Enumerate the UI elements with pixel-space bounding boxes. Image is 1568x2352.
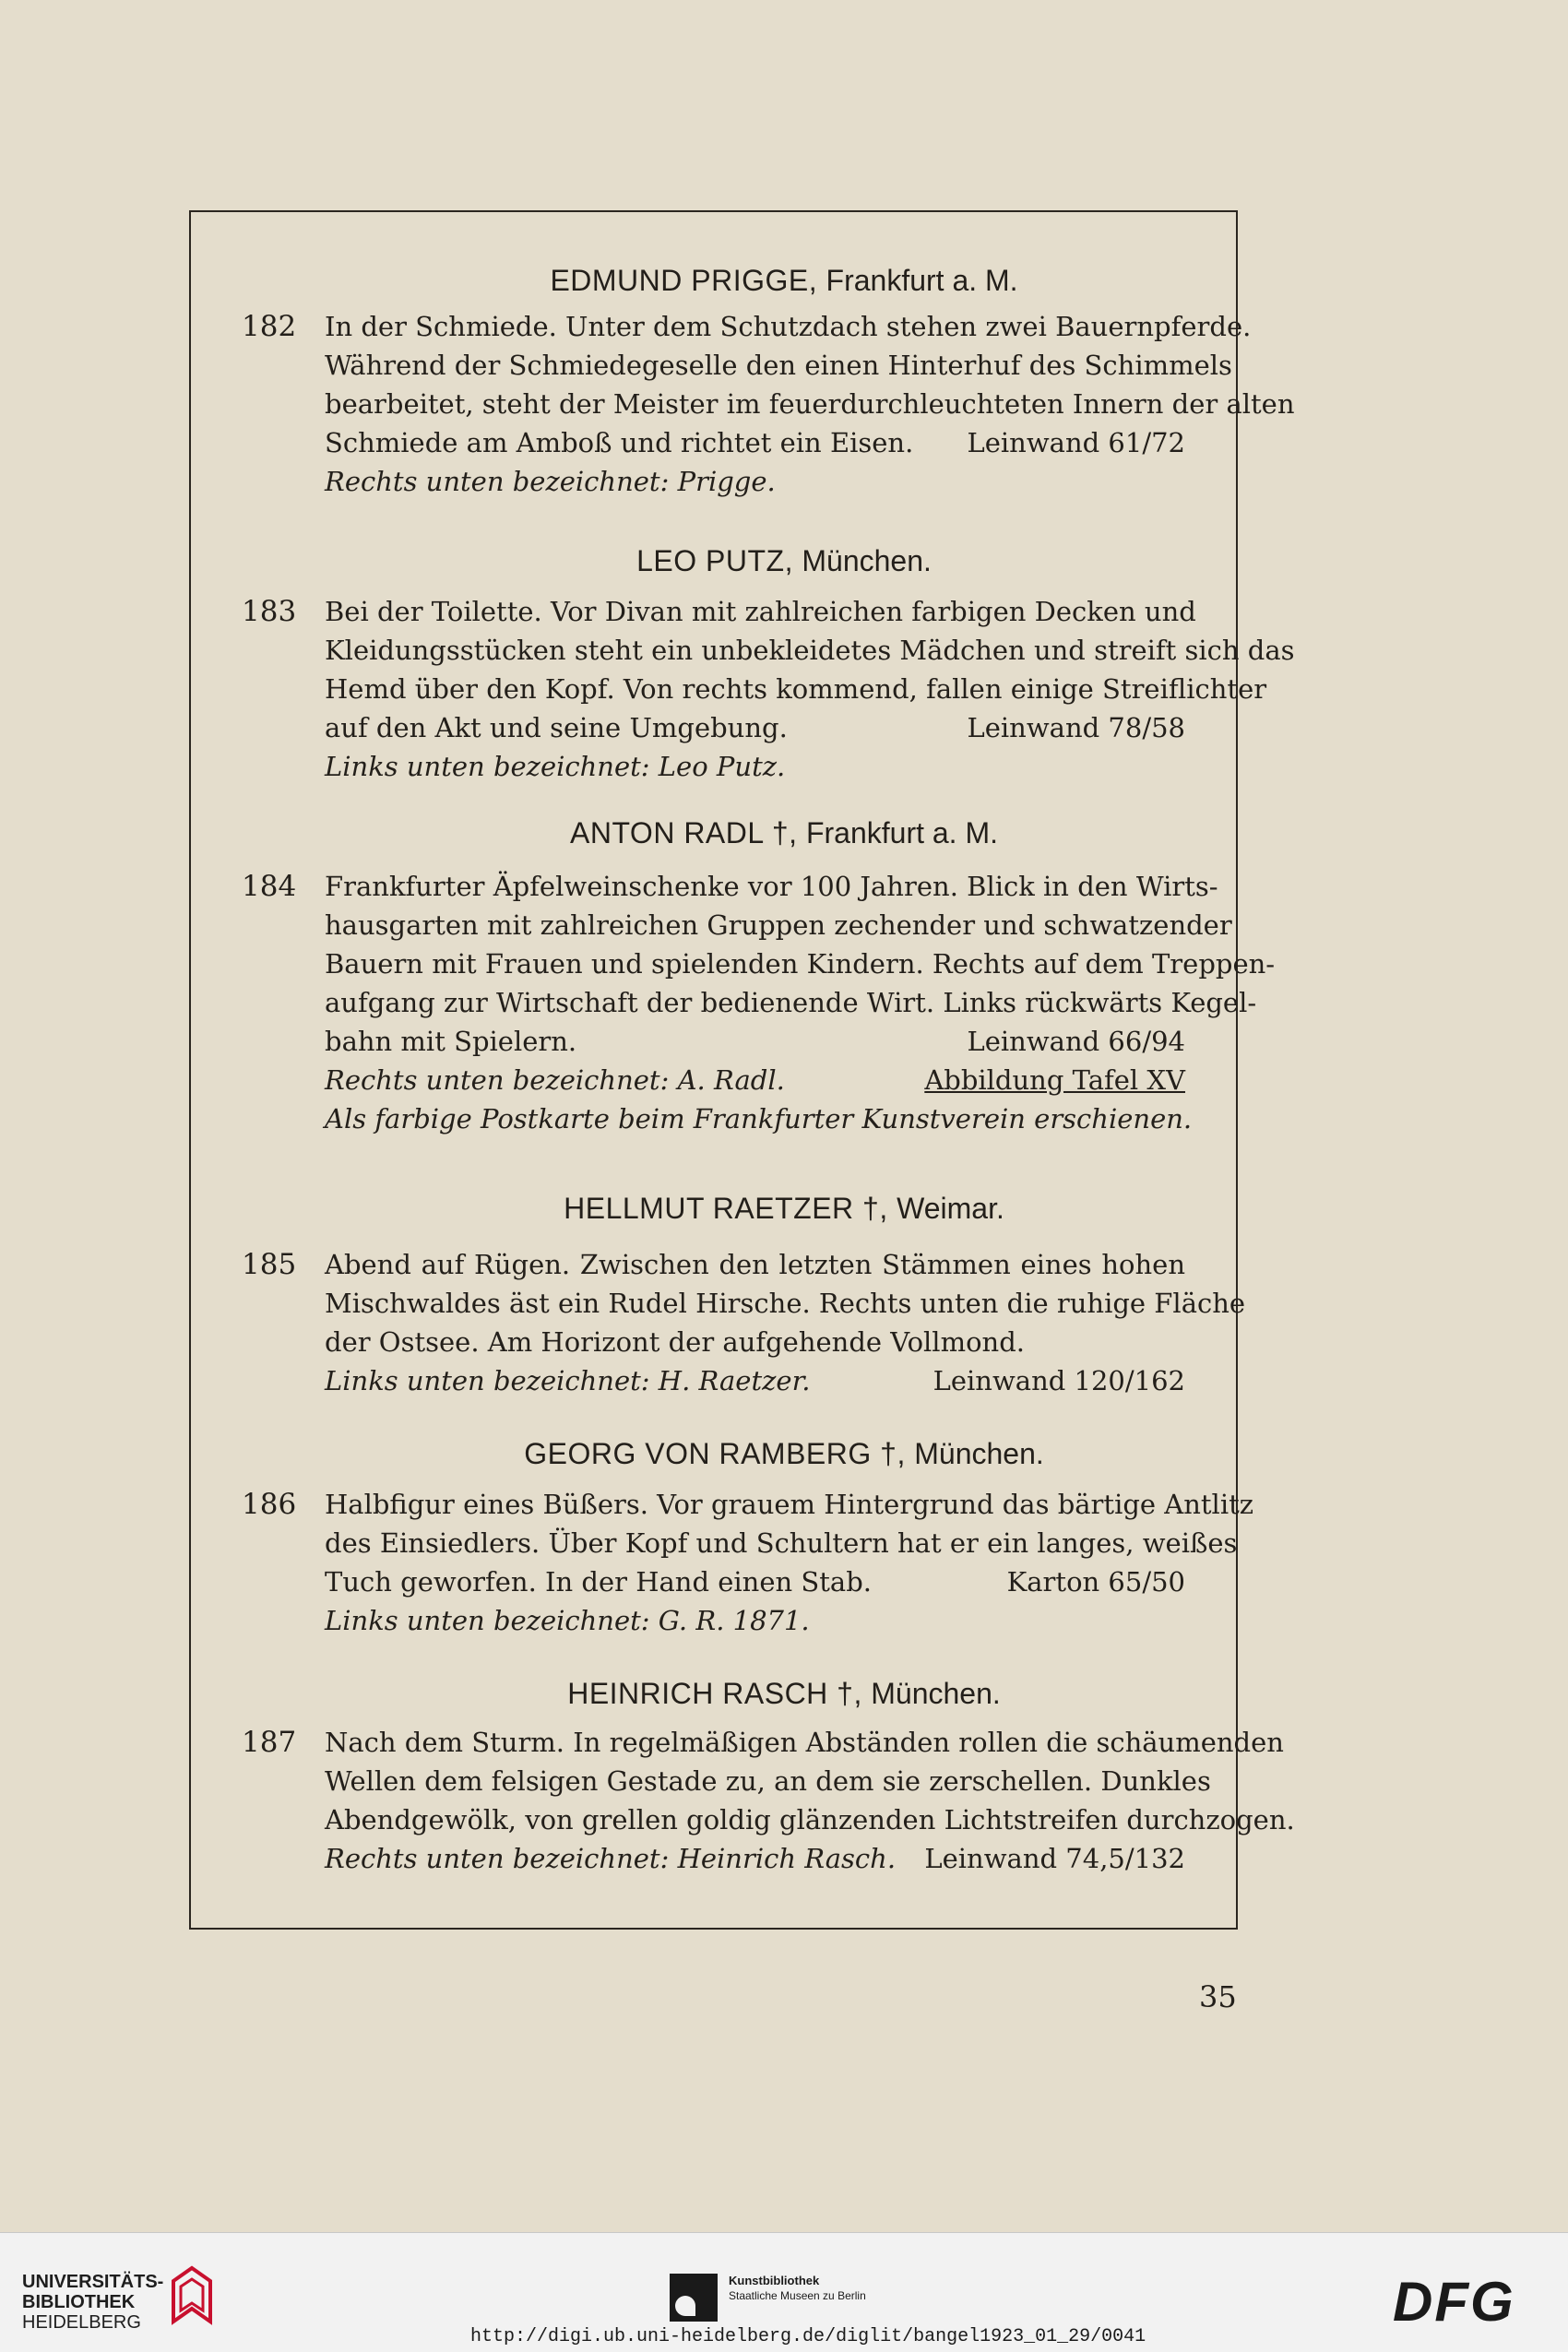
artist-heading (0, 264, 1568, 298)
logo-text: Staatliche Museen zu Berlin (729, 2289, 866, 2302)
artist-name: GEORG VON RAMBERG †, (524, 1437, 906, 1470)
entry-line (325, 423, 1185, 462)
artist-place: Frankfurt a. M. (805, 816, 998, 849)
catalog-entry (325, 1485, 1254, 1640)
artist-place: Weimar. (897, 1192, 1004, 1225)
entry-line: hausgarten mit zahlreichen Gruppen zechender und schwatzender (325, 909, 1232, 941)
entry-line (325, 1361, 1185, 1400)
entry-text: bahn mit Spielern. (325, 1026, 577, 1057)
artist-place: Frankfurt a. M. (826, 264, 1018, 297)
entry-medium: Leinwand 61/72 (967, 427, 1185, 458)
artist-place: München. (914, 1437, 1044, 1470)
entry-note: Als farbige Postkarte beim Frankfurter Kunstverein erschienen. (325, 1103, 1193, 1134)
heidelberg-logo-icon (164, 2264, 216, 2329)
entry-line (325, 1022, 1185, 1061)
entry-medium: Leinwand 74,5/132 (924, 1843, 1185, 1874)
catalog-number: 186 (242, 1488, 297, 1521)
logo-text: BIBLIOTHEK (22, 2292, 136, 2312)
artist-name: LEO PUTZ, (636, 544, 793, 577)
artist-name: EDMUND PRIGGE, (550, 264, 818, 297)
entry-line (325, 747, 1185, 786)
entry-line (325, 1601, 1185, 1640)
entry-medium: Karton 65/50 (1006, 1566, 1185, 1598)
plate-reference: Abbildung Tafel XV (924, 1064, 1185, 1096)
entry-line: Während der Schmiedegeselle den einen Hinterhuf des Schimmels (325, 350, 1232, 381)
entry-line: aufgang zur Wirtschaft der bedienende Wirt. Links rückwärts Kegel- (325, 987, 1257, 1018)
entry-line: Abend auf Rügen. Zwischen den letzten Stämmen eines hohen (325, 1249, 1185, 1280)
entry-line: Frankfurter Äpfelweinschenke vor 100 Jahren. Blick in den Wirts- (325, 871, 1218, 902)
page-number: 35 (1199, 1979, 1237, 2014)
entry-line (325, 1061, 1185, 1099)
catalog-number: 182 (242, 310, 297, 343)
catalog-number: 185 (242, 1248, 297, 1281)
kunstbibliothek-logo[interactable] (670, 2274, 866, 2322)
entry-signature: Links unten bezeichnet: Leo Putz. (325, 751, 786, 782)
dfg-logo[interactable]: DFG (1393, 2271, 1515, 2333)
logo-text: HEIDELBERG (22, 2312, 141, 2333)
entry-line (325, 1323, 1185, 1361)
entry-signature: Links unten bezeichnet: G. R. 1871. (325, 1605, 810, 1636)
url-text[interactable]: http://digi.ub.uni-heidelberg.de/diglit/bangel1923_01_29/0041 (470, 2326, 1146, 2347)
entry-signature: Rechts unten bezeichnet: Heinrich Rasch. (325, 1843, 897, 1874)
entry-line: Hemd über den Kopf. Von rechts kommend, fallen einige Streiflichter (325, 673, 1267, 705)
catalog-entry (325, 867, 1276, 1138)
artist-heading (0, 1677, 1568, 1711)
artist-place: München. (802, 544, 932, 577)
catalog-entry (325, 1245, 1246, 1400)
entry-text: Tuch geworfen. In der Hand einen Stab. (325, 1566, 872, 1598)
artist-heading (0, 1192, 1568, 1226)
entry-line: Kleidungsstücken steht ein unbekleidetes Mädchen und streift sich das (325, 635, 1295, 666)
entry-line (325, 708, 1185, 747)
entry-line: Bauern mit Frauen und spielenden Kindern. Rechts auf dem Treppen- (325, 948, 1276, 980)
entry-line (325, 1099, 1193, 1138)
artist-name: HEINRICH RASCH †, (567, 1677, 862, 1710)
artist-name: ANTON RADL †, (570, 816, 798, 849)
entry-line (325, 1562, 1185, 1601)
entry-line: des Einsiedlers. Über Kopf und Schultern hat er ein langes, weißes (325, 1527, 1238, 1559)
catalog-entry (325, 1723, 1295, 1878)
entry-line: Wellen dem felsigen Gestade zu, an dem sie zerschellen. Dunkles (325, 1765, 1211, 1797)
artist-heading (0, 544, 1568, 578)
entry-line (325, 462, 1185, 501)
entry-signature: Links unten bezeichnet: H. Raetzer. (325, 1365, 811, 1396)
entry-line: Abendgewölk, von grellen goldig glänzenden Lichtstreifen durchzogen. (325, 1804, 1295, 1835)
entry-text: der Ostsee. Am Horizont der aufgehende Vollmond. (325, 1326, 1025, 1358)
catalog-number: 183 (242, 595, 297, 628)
entry-signature: Rechts unten bezeichnet: Prigge. (325, 466, 776, 497)
entry-line (325, 1839, 1185, 1878)
university-library-logo[interactable] (22, 2272, 163, 2333)
entry-line: Halbfigur eines Büßers. Vor grauem Hintergrund das bärtige Antlitz (325, 1489, 1254, 1520)
artist-name: HELLMUT RAETZER †, (564, 1192, 888, 1225)
kunstbibliothek-mark-icon (670, 2274, 718, 2322)
logo-text: Kunstbibliothek (729, 2274, 820, 2287)
catalog-entry (325, 307, 1295, 501)
catalog-number: 184 (242, 870, 297, 903)
catalog-entry (325, 592, 1295, 786)
entry-line: bearbeitet, steht der Meister im feuerdurchleuchteten Innern der alten (325, 388, 1295, 420)
artist-heading (0, 816, 1568, 850)
entry-text: Schmiede am Amboß und richtet ein Eisen. (325, 427, 914, 458)
artist-place: München. (871, 1677, 1001, 1710)
entry-signature: Rechts unten bezeichnet: A. Radl. (325, 1064, 785, 1096)
entry-medium: Leinwand 78/58 (967, 712, 1185, 743)
entry-medium: Leinwand 120/162 (932, 1365, 1185, 1396)
entry-medium: Leinwand 66/94 (967, 1026, 1185, 1057)
catalog-number: 187 (242, 1726, 297, 1759)
entry-line: Nach dem Sturm. In regelmäßigen Abständen rollen die schäumenden (325, 1727, 1284, 1758)
logo-text: UNIVERSITÄTS- (22, 2272, 164, 2292)
entry-line: In der Schmiede. Unter dem Schutzdach stehen zwei Bauernpferde. (325, 311, 1252, 342)
entry-line: Bei der Toilette. Vor Divan mit zahlreichen farbigen Decken und (325, 596, 1196, 627)
entry-line: Mischwaldes äst ein Rudel Hirsche. Rechts unten die ruhige Fläche (325, 1288, 1246, 1319)
entry-text: auf den Akt und seine Umgebung. (325, 712, 788, 743)
artist-heading (0, 1437, 1568, 1471)
